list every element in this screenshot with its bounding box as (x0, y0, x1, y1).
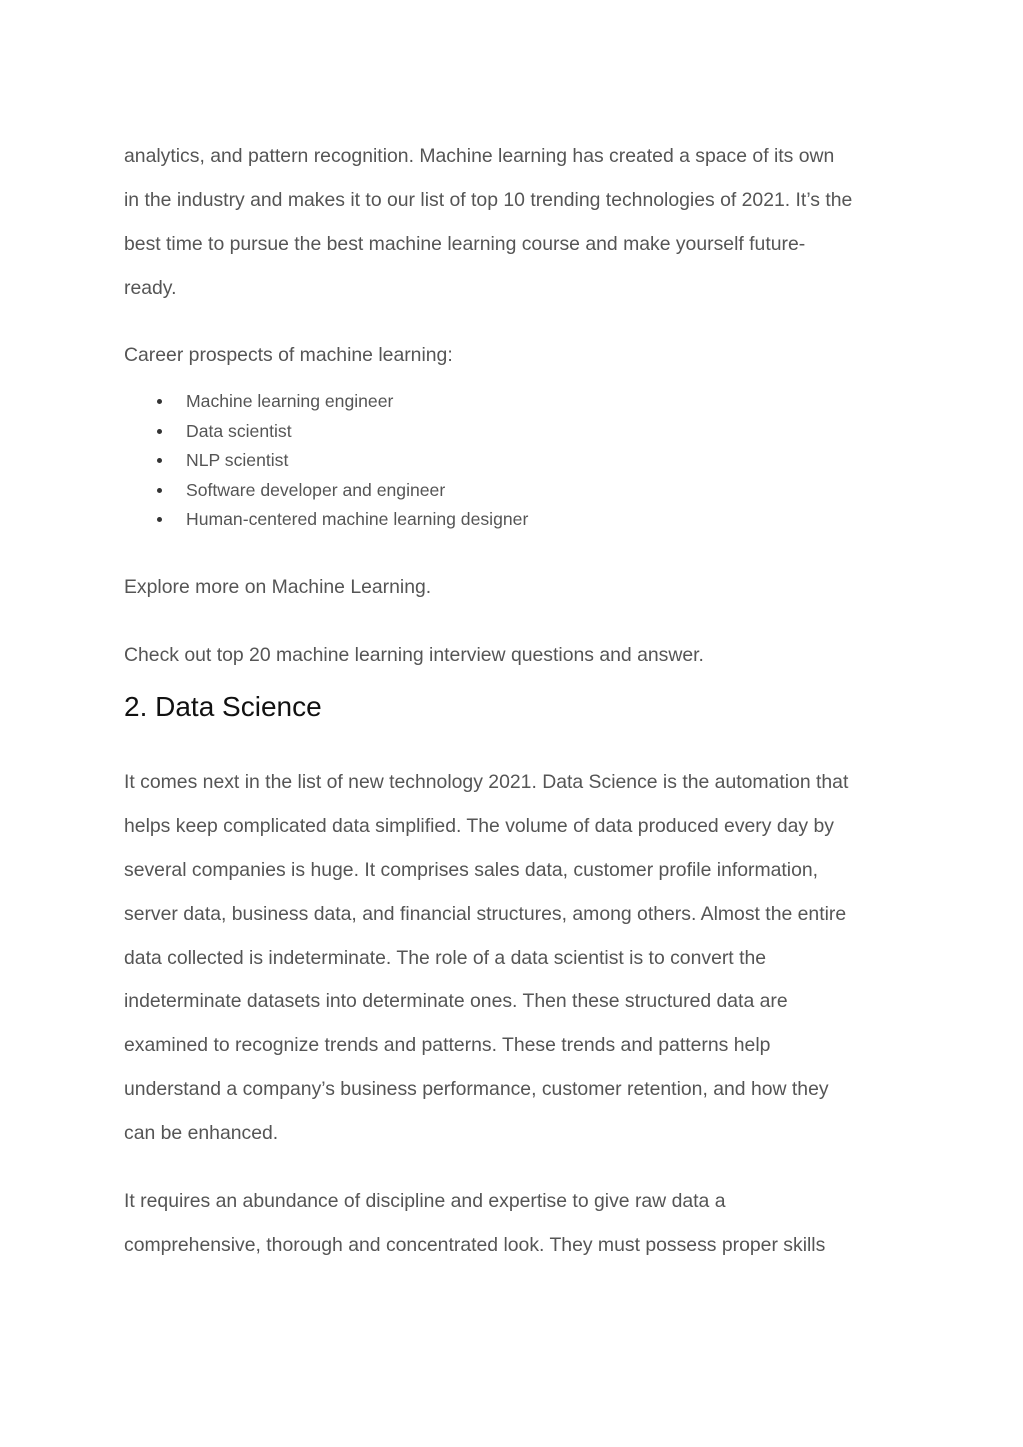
career-intro-text: Career prospects of machine learning: (124, 344, 453, 366)
bullet-icon (157, 488, 162, 493)
ds-paragraph-1-line-5: data collected is indeterminate. The role of a data scientist is to convert the (124, 947, 767, 969)
ds-paragraph-2-line-2: comprehensive, thorough and concentrated look. They must possess proper skills (124, 1234, 826, 1256)
career-item-label: NLP scientist (186, 450, 289, 470)
list-item (124, 507, 528, 537)
intro-line-3: best time to pursue the best machine learning course and make yourself future- (124, 233, 806, 255)
ds-paragraph-1-line-2: helps keep complicated data simplified. The volume of data produced every day by (124, 815, 834, 837)
career-item-label: Software developer and engineer (186, 479, 446, 500)
list-item (124, 448, 528, 478)
bullet-icon (157, 429, 162, 434)
checkout-text: Check out top 20 machine learning interview questions and answer. (124, 644, 704, 666)
intro-line-2: in the industry and makes it to our list of top 10 trending technologies of 2021. It’s the (124, 189, 853, 211)
list-item (124, 389, 528, 419)
career-item-label: Human-centered machine learning designer (186, 509, 529, 529)
ds-paragraph-1-line-7: examined to recognize trends and patterns. These trends and patterns help (124, 1034, 771, 1056)
ds-paragraph-1-line-1: It comes next in the list of new technology 2021. Data Science is the automation that (124, 771, 849, 793)
career-item-label: Machine learning engineer (186, 391, 394, 411)
explore-text: Explore more on Machine Learning. (124, 576, 432, 598)
bullet-icon (157, 399, 162, 404)
career-item-label: Data scientist (186, 420, 292, 441)
list-item (124, 478, 528, 508)
career-list (124, 389, 528, 537)
ds-paragraph-1-line-9: can be enhanced. (124, 1122, 279, 1144)
ds-paragraph-2-line-1: It requires an abundance of discipline and expertise to give raw data a (124, 1190, 726, 1212)
intro-line-1: analytics, and pattern recognition. Machine learning has created a space of its own (124, 145, 835, 167)
ds-paragraph-1-line-3: several companies is huge. It comprises sales data, customer profile information, (124, 859, 819, 881)
section-heading: 2. Data Science (124, 691, 322, 722)
bullet-icon (157, 458, 162, 463)
ds-paragraph-1-line-8: understand a company’s business performance, customer retention, and how they (124, 1078, 829, 1100)
ds-paragraph-1-line-6: indeterminate datasets into determinate ones. Then these structured data are (124, 990, 788, 1012)
list-item (124, 419, 528, 449)
intro-line-4: ready. (124, 277, 177, 299)
ds-paragraph-1-line-4: server data, business data, and financial structures, among others. Almost the entire (124, 903, 847, 925)
bullet-icon (157, 517, 162, 522)
